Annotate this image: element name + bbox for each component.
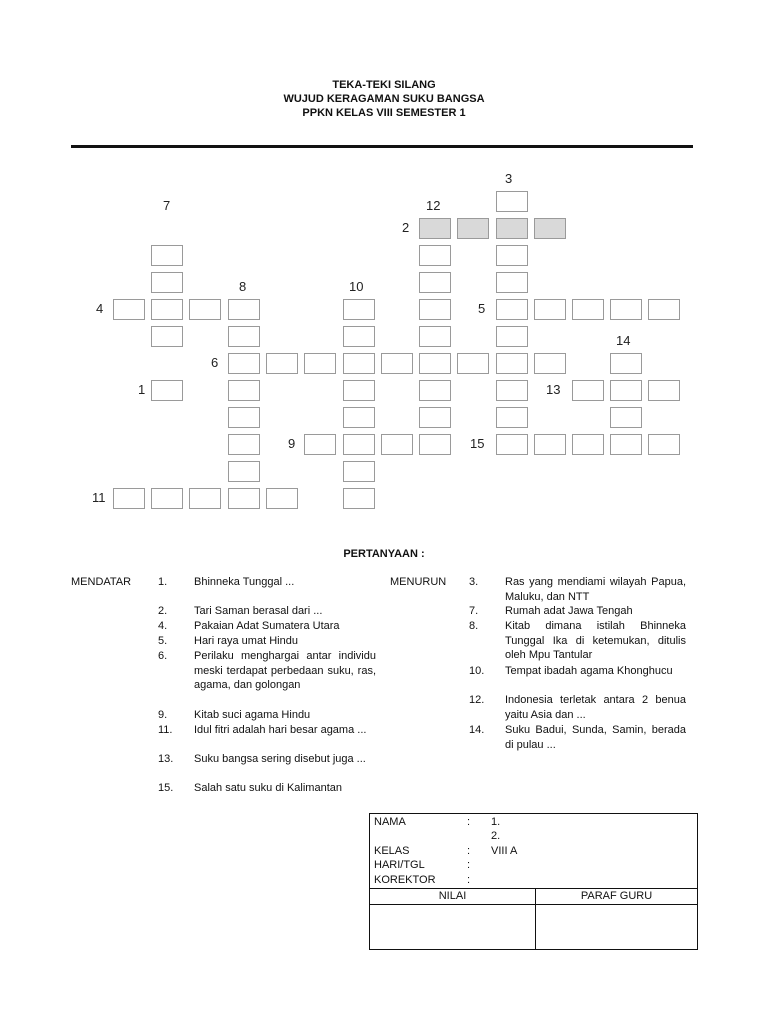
crossword-cell[interactable] bbox=[419, 380, 451, 401]
crossword-cell[interactable] bbox=[151, 380, 183, 401]
clue-number: 1. bbox=[158, 576, 168, 588]
clue-text: Idul fitri adalah hari besar agama ... bbox=[194, 724, 367, 736]
crossword-cell[interactable] bbox=[343, 434, 375, 455]
crossword-cell[interactable] bbox=[610, 407, 642, 428]
crossword-cell[interactable] bbox=[534, 434, 566, 455]
clue-text: Indonesia terletak antara 2 benua yaitu Asia dan ... bbox=[505, 694, 686, 721]
clue-number: 8. bbox=[469, 620, 479, 632]
clue-number-4: 4 bbox=[96, 301, 104, 316]
clue-number-10: 10 bbox=[349, 279, 364, 294]
crossword-cell[interactable] bbox=[457, 353, 489, 374]
clue-text: Kitab dimana istilah Bhinneka Tunggal Ika di ketemukan, ditulis oleh Mpu Tantular bbox=[505, 620, 686, 661]
crossword-cell[interactable] bbox=[343, 380, 375, 401]
crossword-cell[interactable] bbox=[648, 299, 680, 320]
clue-number: 4. bbox=[158, 620, 168, 632]
crossword-cell[interactable] bbox=[496, 272, 528, 293]
crossword-cell[interactable] bbox=[610, 353, 642, 374]
clue-number-1: 1 bbox=[138, 382, 146, 397]
crossword-cell[interactable] bbox=[113, 488, 145, 509]
colon: : bbox=[467, 874, 471, 886]
crossword-cell[interactable] bbox=[572, 380, 604, 401]
clue-number-7: 7 bbox=[163, 198, 171, 213]
doc-subtitle: WUJUD KERAGAMAN SUKU BANGSA bbox=[283, 93, 485, 105]
crossword-cell[interactable] bbox=[266, 488, 298, 509]
crossword-cell[interactable] bbox=[572, 434, 604, 455]
crossword-cell[interactable] bbox=[343, 326, 375, 347]
clue-number-14: 14 bbox=[616, 333, 631, 348]
clue-number-11: 11 bbox=[92, 490, 106, 505]
table-divider bbox=[370, 904, 697, 905]
crossword-cell[interactable] bbox=[496, 434, 528, 455]
crossword-cell[interactable] bbox=[496, 245, 528, 266]
crossword-cell[interactable] bbox=[304, 353, 336, 374]
questions-heading: PERTANYAAN : bbox=[343, 548, 425, 560]
clue-number-8: 8 bbox=[239, 279, 247, 294]
clue-number: 3. bbox=[469, 576, 479, 588]
crossword-cell[interactable] bbox=[419, 434, 451, 455]
crossword-cell[interactable] bbox=[419, 218, 451, 239]
crossword-cell[interactable] bbox=[610, 434, 642, 455]
clue-text: Suku bangsa sering disebut juga ... bbox=[194, 753, 366, 765]
clue-number-5: 5 bbox=[478, 301, 486, 316]
crossword-cell[interactable] bbox=[534, 353, 566, 374]
crossword-cell[interactable] bbox=[113, 299, 145, 320]
crossword-cell[interactable] bbox=[228, 434, 260, 455]
clue-text: Hari raya umat Hindu bbox=[194, 635, 298, 647]
clue-number-3: 3 bbox=[505, 171, 513, 186]
crossword-cell[interactable] bbox=[343, 488, 375, 509]
clue-number-2: 2 bbox=[402, 220, 410, 235]
colon: : bbox=[467, 845, 471, 857]
crossword-cell[interactable] bbox=[419, 272, 451, 293]
crossword-cell[interactable] bbox=[189, 488, 221, 509]
clue-text: Ras yang mendiami wilayah Papua, Maluku, dan NTT bbox=[505, 576, 686, 603]
crossword-cell[interactable] bbox=[534, 218, 566, 239]
crossword-cell[interactable] bbox=[572, 299, 604, 320]
nama-value-2: 2. bbox=[491, 830, 501, 842]
crossword-cell[interactable] bbox=[151, 272, 183, 293]
clue-number: 11. bbox=[158, 724, 173, 736]
crossword-cell[interactable] bbox=[151, 299, 183, 320]
crossword-cell[interactable] bbox=[228, 488, 260, 509]
crossword-cell[interactable] bbox=[343, 461, 375, 482]
clue-number: 15. bbox=[158, 782, 174, 794]
crossword-cell[interactable] bbox=[151, 245, 183, 266]
crossword-cell[interactable] bbox=[648, 434, 680, 455]
clue-number-9: 9 bbox=[288, 436, 296, 451]
clue-text: Kitab suci agama Hindu bbox=[194, 709, 311, 721]
crossword-cell[interactable] bbox=[228, 407, 260, 428]
crossword-cell[interactable] bbox=[151, 326, 183, 347]
crossword-cell[interactable] bbox=[228, 326, 260, 347]
crossword-cell[interactable] bbox=[381, 353, 413, 374]
crossword-cell[interactable] bbox=[496, 326, 528, 347]
clue-number: 6. bbox=[158, 650, 168, 662]
crossword-cell[interactable] bbox=[343, 407, 375, 428]
crossword-cell[interactable] bbox=[228, 299, 260, 320]
clue-number: 10. bbox=[469, 665, 485, 677]
clue-text: Tari Saman berasal dari ... bbox=[194, 605, 323, 617]
crossword-cell[interactable] bbox=[343, 299, 375, 320]
crossword-cell[interactable] bbox=[419, 245, 451, 266]
crossword-cell[interactable] bbox=[496, 191, 528, 212]
kelas-label: KELAS bbox=[374, 845, 410, 857]
clue-number-12: 12 bbox=[426, 198, 441, 213]
crossword-cell[interactable] bbox=[419, 407, 451, 428]
clue-text: Suku Badui, Sunda, Samin, berada di pulau ... bbox=[505, 724, 686, 751]
clue-number: 14. bbox=[469, 724, 485, 736]
clue-text: Tempat ibadah agama Khonghucu bbox=[505, 665, 673, 677]
paraf-guru-header: PARAF GURU bbox=[580, 890, 653, 902]
clue-number-6: 6 bbox=[211, 355, 219, 370]
clue-number: 13. bbox=[158, 753, 174, 765]
clue-number: 2. bbox=[158, 605, 168, 617]
crossword-cell[interactable] bbox=[648, 380, 680, 401]
crossword-cell[interactable] bbox=[457, 218, 489, 239]
crossword-cell[interactable] bbox=[343, 353, 375, 374]
mendatar-label: MENDATAR bbox=[71, 576, 132, 588]
haritgl-label: HARI/TGL bbox=[374, 859, 425, 871]
clue-text: Bhinneka Tunggal ... bbox=[194, 576, 295, 588]
crossword-cell[interactable] bbox=[419, 299, 451, 320]
nama-value-1: 1. bbox=[491, 816, 501, 828]
clue-number: 5. bbox=[158, 635, 168, 647]
kelas-value: VIII A bbox=[491, 845, 518, 857]
colon: : bbox=[467, 816, 471, 828]
clue-number-13: 13 bbox=[546, 382, 561, 397]
korektor-label: KOREKTOR bbox=[374, 874, 436, 886]
doc-course: PPKN KELAS VIII SEMESTER 1 bbox=[302, 107, 466, 119]
crossword-cell[interactable] bbox=[534, 299, 566, 320]
crossword-cell[interactable] bbox=[496, 380, 528, 401]
crossword-cell[interactable] bbox=[304, 434, 336, 455]
nilai-header: NILAI bbox=[438, 890, 467, 902]
crossword-cell[interactable] bbox=[419, 353, 451, 374]
clue-number-15: 15 bbox=[470, 436, 485, 451]
clue-number: 9. bbox=[158, 709, 168, 721]
crossword-cell[interactable] bbox=[228, 380, 260, 401]
crossword-cell[interactable] bbox=[496, 299, 528, 320]
crossword-cell[interactable] bbox=[419, 326, 451, 347]
clue-text: Pakaian Adat Sumatera Utara bbox=[194, 620, 340, 632]
crossword-cell[interactable] bbox=[151, 488, 183, 509]
colon: : bbox=[467, 859, 471, 871]
student-info-box bbox=[369, 813, 698, 950]
nama-label: NAMA bbox=[374, 816, 406, 828]
clue-text: Rumah adat Jawa Tengah bbox=[505, 605, 633, 617]
crossword-cell[interactable] bbox=[189, 299, 221, 320]
clue-number: 7. bbox=[469, 605, 479, 617]
clue-number: 12. bbox=[469, 694, 485, 706]
crossword-cell[interactable] bbox=[381, 434, 413, 455]
crossword-cell[interactable] bbox=[496, 407, 528, 428]
crossword-cell[interactable] bbox=[496, 353, 528, 374]
crossword-cell[interactable] bbox=[610, 299, 642, 320]
crossword-cell[interactable] bbox=[228, 461, 260, 482]
crossword-cell[interactable] bbox=[610, 380, 642, 401]
crossword-cell[interactable] bbox=[228, 353, 260, 374]
doc-title: TEKA-TEKI SILANG bbox=[332, 79, 436, 91]
menurun-label: MENURUN bbox=[390, 576, 447, 588]
crossword-cell[interactable] bbox=[266, 353, 298, 374]
crossword-cell[interactable] bbox=[496, 218, 528, 239]
clue-text: Salah satu suku di Kalimantan bbox=[194, 782, 342, 794]
clue-text: Perilaku menghargai antar individu meski terdapat perbedaan suku, ras, agama, dan golongan bbox=[194, 650, 376, 691]
